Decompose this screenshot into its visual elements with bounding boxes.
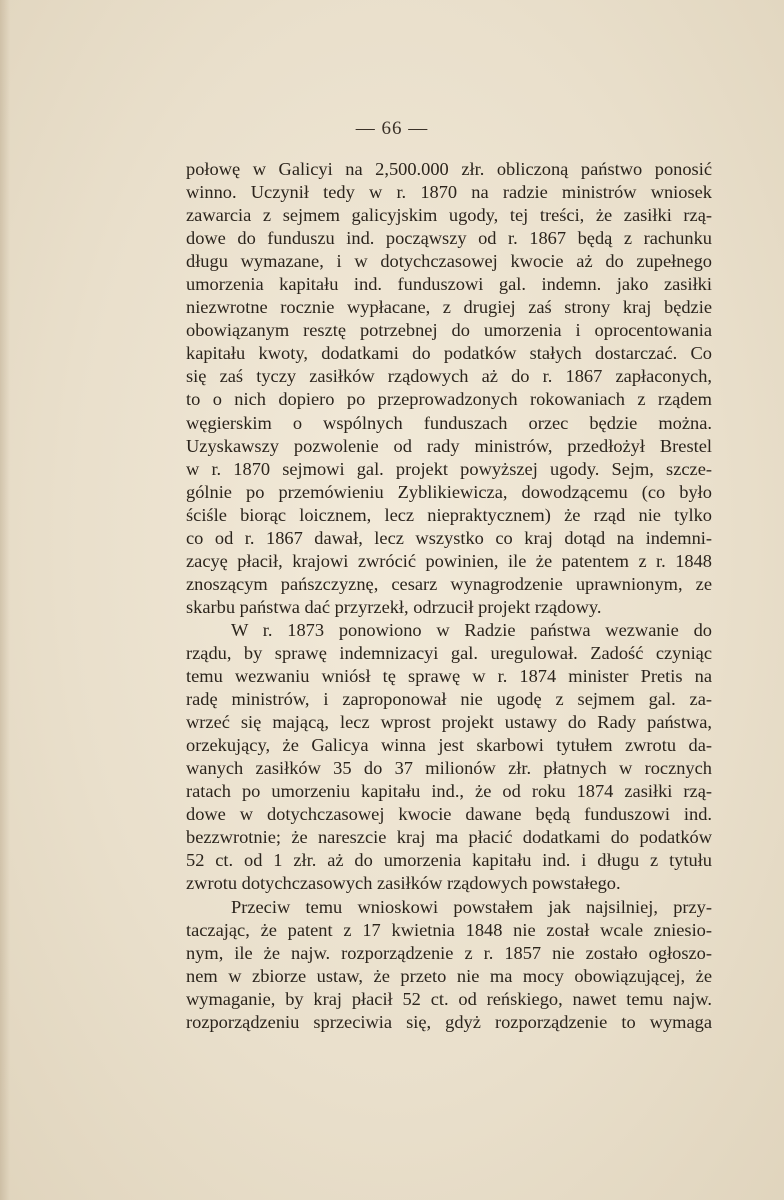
text-line: ściśle biorąc loicznem, lecz niepraktycznem) że rząd nie tylko [186,504,712,525]
body-text [186,158,712,1034]
text-line: gólnie po przemówieniu Zyblikiewicza, dowodzącemu (co było [186,481,712,502]
text-line: rządu, by sprawę indemnizacyi gal. uregulował. Zadość czyniąc [186,642,712,663]
text-line: znoszącym pańszczyznę, cesarz wynagrodzenie uprawnionym, ze [186,573,712,594]
text-line: wanych zasiłków 35 do 37 milionów złr. płatnych w rocznych [186,758,712,779]
text-line: temu wezwaniu wniósł tę sprawę w r. 1874 minister Pretis na [186,666,712,687]
text-line: orzekujący, że Galicya winna jest skarbowi tytułem zwrotu da- [186,735,712,756]
text-line: długu wymazane, i w dotychczasowej kwocie aż do zupełnego [186,251,712,272]
text-line: taczając, że patent z 17 kwietnia 1848 nie został wcale zniesio- [186,919,712,940]
paragraph [186,619,712,896]
text-line: niezwrotne rocznie wypłacane, z drugiej zaś strony kraj będzie [186,297,712,318]
text-line: skarbu państwa dać przyrzekł, odrzucił projekt rządowy. [186,596,602,617]
text-line: dowe w dotychczasowej kwocie dawane będą funduszowi ind. [186,804,712,825]
text-line: wymaganie, by kraj płacił 52 ct. od reńskiego, nawet temu najw. [186,988,712,1009]
text-line: Uzyskawszy pozwolenie od rady ministrów, przedłożył Brestel [186,435,712,456]
text-line: dowe do funduszu ind. począwszy od r. 1867 będą z rachunku [186,228,712,249]
text-line: rozporządzeniu sprzeciwia się, gdyż rozporządzenie to wymaga [186,1011,712,1032]
paragraph [186,158,712,619]
text-line: umorzenia kapitału ind. funduszowi gal. indemn. jako zasiłki [186,274,712,295]
text-line: to o nich dopiero po przeprowadzonych rokowaniach z rządem [186,389,712,410]
paragraph [186,896,712,1034]
text-line: w r. 1870 sejmowi gal. projekt powyższej ugody. Sejm, szcze- [186,458,712,479]
text-line: co od r. 1867 dawał, lecz wszystko co kraj dotąd na indemni- [186,527,712,548]
text-line: Przeciw temu wnioskowi powstałem jak najsilniej, przy- [231,896,712,917]
text-line: zawarcia z sejmem galicyjskim ugody, tej treści, że zasiłki rzą- [186,205,712,226]
text-line: winno. Uczynił tedy w r. 1870 na radzie ministrów wniosek [186,182,712,203]
text-line: się zaś tyczy zasiłków rządowych aż do r. 1867 zapłaconych, [186,366,712,387]
text-line: nym, ile że najw. rozporządzenie z r. 1857 nie zostało ogłoszo- [186,942,712,963]
page-number: — 66 — [355,118,429,139]
text-line: połowę w Galicyi na 2,500.000 złr. obliczoną państwo ponosić [186,159,712,179]
text-line: 52 ct. od 1 złr. aż do umorzenia kapitału ind. i długu z tytułu [186,850,712,871]
text-line: zacyę płacił, krajowi zwrócić powinien, ile że patentem z r. 1848 [186,550,712,571]
page-edge-shadow [0,0,10,1200]
text-line: wrzeć się mającą, lecz wprost projekt ustawy do Rady państwa, [186,712,712,733]
text-line: kapitału kwoty, dodatkami do podatków stałych dostarczać. Co [186,343,712,364]
text-line: W r. 1873 ponowiono w Radzie państwa wezwanie do [231,619,712,640]
text-line: ratach po umorzeniu kapitału ind., że od roku 1874 zasiłki rzą- [186,781,712,802]
text-line: węgierskim o wspólnych funduszach orzec będzie można. [186,412,712,433]
text-line: nem w zbiorze ustaw, że przeto nie ma mocy obowiązującej, że [186,965,712,986]
text-line: radę ministrów, i zaproponował nie ugodę z sejmem gal. za- [186,689,712,710]
text-line: zwrotu dotychczasowych zasiłków rządowych powstałego. [186,873,621,894]
text-line: obowiązanym resztę potrzebnej do umorzenia i oprocentowania [186,320,712,341]
text-line: bezzwrotnie; że nareszcie kraj ma płacić dodatkami do podatków [186,827,712,848]
